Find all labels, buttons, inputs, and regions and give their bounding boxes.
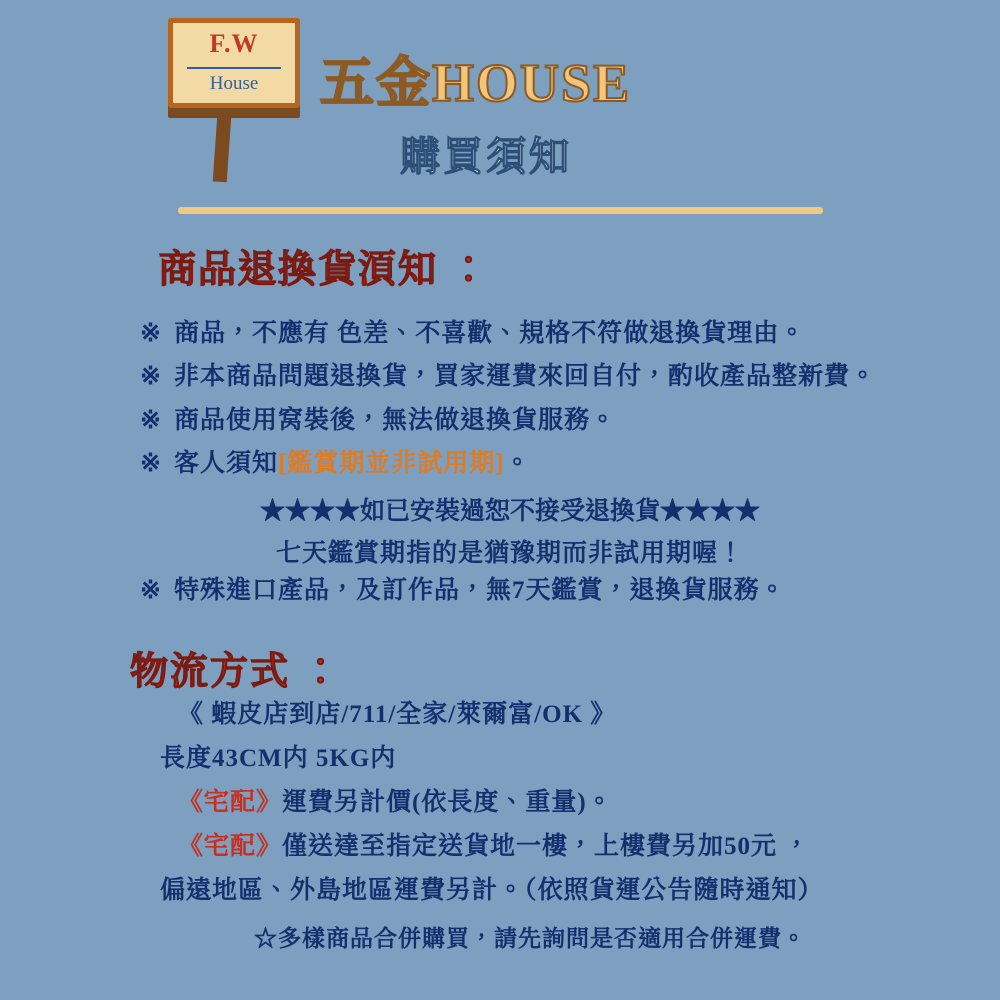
list-item xyxy=(140,405,880,436)
page-title: 購買須知 xyxy=(400,134,572,179)
poster-header xyxy=(0,0,1000,200)
ground-floor-text: 僅送達至指定送貨地一樓，上樓費另加50元 ， xyxy=(282,833,811,860)
list-item-text: 特殊進口產品，及訂作品，無7天鑑賞，退換貨服務。 xyxy=(173,577,786,604)
sign-brand-word: House xyxy=(209,73,259,94)
shop-sign-graphic xyxy=(168,18,300,193)
customer-notice-prefix: 客人須知 xyxy=(173,449,278,477)
combined-shipping-note: ☆多樣商品合併購買，請先詢問是否適用合併運費。 xyxy=(254,926,806,951)
logistics-list xyxy=(160,700,900,953)
list-item-text: 商品，不應有 色差、不喜歡、規格不符做退換貨理由。 xyxy=(173,320,806,347)
list-item-text: 非本商品問題退換貨，買家運費來回自付，酌收產品整新費。 xyxy=(173,363,876,391)
customer-notice-text xyxy=(174,448,531,479)
sign-divider xyxy=(187,67,281,69)
logistics-line-ground-floor xyxy=(160,832,900,862)
logistics-section-title: 物流方式 ： xyxy=(130,651,342,693)
returns-bullet-list xyxy=(140,318,880,618)
header-divider xyxy=(178,207,823,214)
bullet-mark-icon: ※ xyxy=(140,406,162,434)
list-item-text: 商品使用窝裝後，無法做退換貨服務。 xyxy=(173,406,616,434)
bullet-mark-icon: ※ xyxy=(140,577,162,604)
installed-warning-line: ★★★★如已安裝過恕不接受退換貨★★★★ xyxy=(259,498,760,525)
sign-board xyxy=(168,18,300,108)
logistics-line-home-delivery-fee xyxy=(160,788,900,818)
returns-section-title: 商品退換貨湏知 ： xyxy=(158,249,490,291)
home-delivery-tag: 《宅配》 xyxy=(178,833,283,860)
bullet-mark-icon: ※ xyxy=(140,320,162,347)
home-delivery-tag: 《宅配》 xyxy=(178,789,283,816)
list-item xyxy=(140,318,880,349)
customer-notice-highlight: [鑑賞期並非試用期] xyxy=(277,449,505,477)
logistics-line-size-limit: 長度43CM内 5KG内 xyxy=(160,745,397,772)
list-item xyxy=(140,361,880,392)
logistics-line-remote-area: 偏遠地區、外島地區運費另計。（依照貨運公告隨時通知） xyxy=(160,877,824,904)
bullet-mark-icon: ※ xyxy=(140,449,162,477)
logistics-line-convenience-store: 《 蝦皮店到店/711/全家/萊爾富/OK 》 xyxy=(178,701,617,728)
customer-notice-item xyxy=(140,448,880,479)
sign-brand-initials: F.W xyxy=(209,29,259,58)
home-delivery-fee-text: 運費另計價(依長度、重量)。 xyxy=(282,789,613,816)
brand-title: 五金HOUSE xyxy=(320,53,632,113)
list-item xyxy=(140,575,880,606)
customer-notice-suffix: 。 xyxy=(504,449,531,477)
cooling-off-explanation-line: 七天鑑賞期指的是猶豫期而非試用期喔！ xyxy=(275,540,744,567)
bullet-mark-icon: ※ xyxy=(140,363,162,391)
